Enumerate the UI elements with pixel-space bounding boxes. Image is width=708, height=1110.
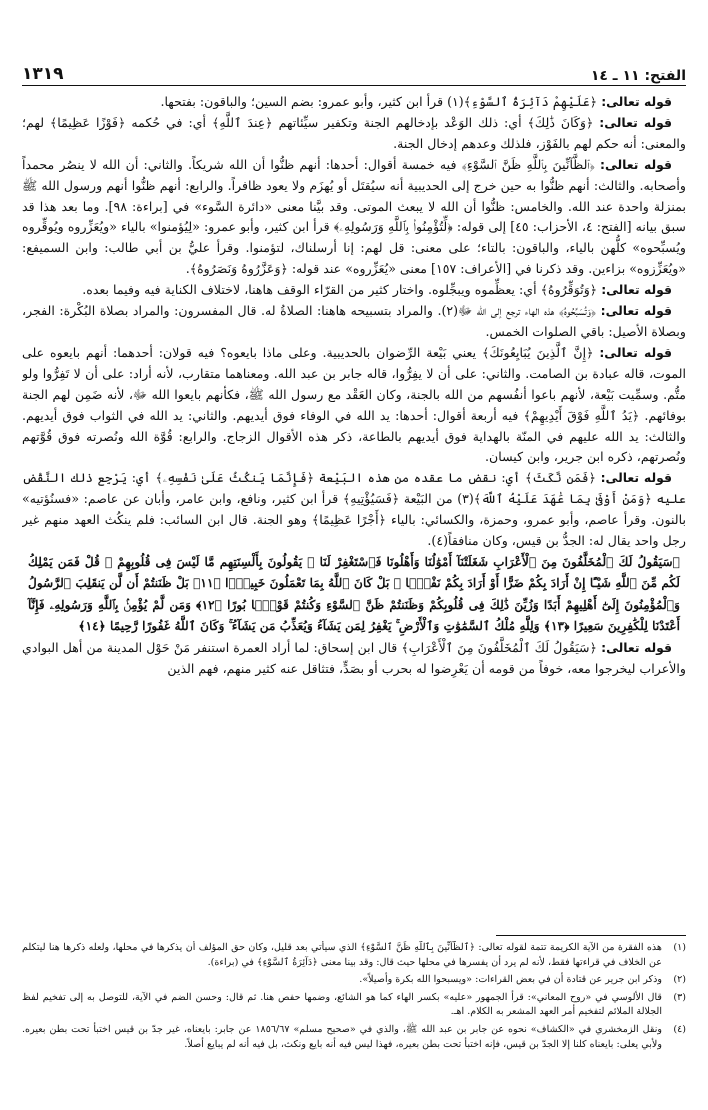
page-number: ١٣١٩ [22, 64, 64, 84]
paragraph-text: ﴿إِنَّ ٱلَّذِينَ يُبَايِعُونَكَ﴾ يعني بَيْعة الرِّضوان بالحديبية. وعلى ماذا بايعوه؟ فيه قولان: أحدهما: أنهم بايعوه على الموت، قاله عبادة بن الصامت. والثاني: على أن لا يفِرُّوا، قاله جابر بن عبد الله. ومعناهما متقارب، لأنه أراد: على أن لا تَفِرُّوا ولو متُّم. وسمِّيت بَيْعة، لأنهم باعوا أنفُسهم من الله بالجنة، وكان العَقْد مع رسول الله ﷺ، فكأنهم بايعوا الله ﷻ، لأنه ضَمِن لهم الجنة بوفائهم. ﴿يَدُ ٱللَّهِ فَوْقَ أَيْدِيهِمْ﴾ فيه أربعة أقوال: أحدها: يد الله في الوفاء فوق أيديهم. والثاني: يد الله في الثواب فوق أيديهم. والثالث: يد الله عليهم في المنّة بالهداية فوق أيديهم بالطاعة، ذكر هذه الأقوال الزجاج. والرابع: قُوَّة الله ونُصرته فوق قُوَّتهم ونُصرتهم، ذكره ابن جرير، وابن كيسان. [22, 344, 686, 465]
paragraph-lead: قوله تعالى: [600, 156, 672, 172]
footnote-marker: (٢) [673, 974, 686, 986]
footnote-text: قال الألوسي في «روح المعاني»: قرأ الجمهور «عليه» بكسر الهاء كما هو الشائع، وضمها حفص هنا. ثم قال: وحسن الضم في الآية، للتوصل به إلى تفخيم لفظ الجلالة الملائم لتفخيم أمر العهد المشعر به الكلام. اهـ. [22, 991, 662, 1018]
paragraph-text: ﴿وَكَانَ ذَٰلِكَ﴾ أي: ذلك الوَعْد بإدخالهم الجنة وتكفير سيِّئاتهم ﴿عِندَ ٱللَّهِ﴾ أي: في حُكمه ﴿فَوْزًا عَظِيمًا﴾ لهم؛ والمعنى: أنه حكم لهم بالفَوْز، فلذلك وعدهم إدخال الجنة. [22, 114, 686, 151]
footnote [22, 991, 686, 1020]
paragraph [22, 155, 686, 280]
footnotes [22, 941, 686, 1108]
paragraph-lead: قوله تعالى: [599, 114, 672, 130]
paragraph [22, 113, 686, 155]
footnote-separator [496, 935, 686, 936]
running-title: الفتح: ١١ ـ ١٤ [590, 68, 686, 84]
paragraph-lead: قوله تعالى: [599, 344, 672, 360]
paragraph-text: ﴿وَتُوَقِّرُوهُ﴾ أي: يعظِّموه ويبجِّلوه. واختار كثير من القرّاء الوقف هاهنا، لاختلاف الكناية فيه وفيما بعده. [82, 282, 598, 298]
paragraph-text: ﴿سَيَقُولُ لَكَ ٱلْمُخَلَّفُونَ مِنَ ٱلْأَعْرَابِ﴾ قال ابن إسحاق: لما أراد العمرة استنفر مَنْ حَوْل المدينة من أهل البوادي والأعراب ليخرجوا معه، خوفاً من قومه أن يَعْرِضوا له بحرب أو بصَدٍّ، فتثاقل عنه كثير منهم، فهم الذين [22, 639, 686, 676]
footnote [22, 1023, 686, 1052]
paragraph-text: ﴿وَتُسَبِّحُوهُ﴾ هذه الهاء ترجع إلى الله ﷻ(٢). والمراد بتسبيحه هاهنا: الصلاةُ له. قال المفسرون: والمراد بصلاة البُكْرة: الفجر، وبصلاة الأصيل: باقي الصلوات الخمس. [22, 303, 686, 339]
paragraph-lead: قوله تعالى: [601, 639, 673, 655]
paragraph-text: ﴿فَمَن نَّكَثَ﴾ أي: نقض ما عقده من هذه البَيْعة ﴿فَإِنَّمَا يَنكُثُ عَلَىٰ نَفْسِهِۦ﴾ أي: يَرْجِع ذلك النَّقْض عليه ﴿وَمَنْ أَوْفَىٰ بِمَا عَٰهَدَ عَلَيْهُ ٱللَّهَ﴾(٣) من البَيْعة ﴿فَسَيُؤْتِيهِ﴾ قرأ ابن كثير، ونافع، وابن عامر، وأبان عن عاصم: «فسنُؤتيه» بالنون. وقرأ عاصم، وأبو عمرو، وحمزة، والكسائي: بالياء ﴿أَجْرًا عَظِيمًا﴾ وهو الجنة. قال ابن السائب: فلم ينكُث العهد منهم غير رجل واحد يقال له: الجدُّ بن قيس، وكان منافقاً(٤). [22, 470, 686, 549]
paragraph [22, 280, 686, 301]
footnote [22, 973, 686, 988]
paragraph-lead: قوله تعالى: [600, 470, 672, 486]
footnote-text: ونقل الزمخشري في «الكشاف» نحوه عن جابر بن عبد الله ﷺ، والذي في «صحيح مسلم» ١٨٥٦/٦٧ عن جابر: بايعناه، غير جدّ بن قيس اختبأ تحت بطن بعيره. ولأبي يعلى: بايعناه كلنا إلا الجدّ بن قيس، فإنه اختبأ تحت بطن بعيره، فهذا ليس فيه أنه بايع ونكث، بل فيه أنه لم يبايع أصلاً. [22, 1023, 663, 1050]
book-page [22, 0, 686, 1110]
paragraph-lead: قوله تعالى: [601, 282, 672, 298]
paragraph-lead: قوله تعالى: [600, 303, 672, 319]
page-header [22, 58, 686, 84]
footnote-text: هذه الفقرة من الآية الكريمة تتمة لقوله تعالى: ﴿ٱلظَّآنِّينَ بِٱللَّهِ ظَنَّ ٱلسَّوْءِ﴾ الذي سيأتي بعد قليل، وكان حق المؤلف أن يذكرها في محلها، ولعله ذكرها هنا ليتكلم عن الخلاف في قراءتها فقط، لأنه لم يرد أن يفسرها في محلها حيث قال: وقد بينا معنى ﴿دَآئِرَةُ ٱلسَّوْءِ﴾ في (براءة). [22, 942, 662, 968]
main-text [22, 92, 686, 930]
paragraph [22, 92, 686, 113]
footnote [22, 941, 686, 970]
footnote-text: وذكر ابن جرير عن قتادة أن في بعض القراءات: «ويسبحوا الله بكرة وأصيلاً». [359, 974, 662, 986]
paragraph [22, 343, 686, 468]
paragraph [22, 638, 686, 680]
footnote-marker: (١) [673, 942, 686, 953]
header-rule [22, 85, 686, 86]
paragraph-text: ﴿ٱلظَّآنِّينَ بِٱللَّهِ ظَنَّ ٱلسَّوْءِ﴾ فيه خمسة أقوال: أحدها: أنهم ظنُّوا أن الله شريكاً. والثاني: أن الله لا ينصُر محمداً وأصحابه. والثالث: أنهم ظنُّوا به حين خرج إلى الحديبية أنه سيُقتَل أو يُهزَم ولا يعود ظافراً. والرابع: أنهم ظنُّوا أنهم ورسول الله ﷺ بمنزلة واحدة عند الله. والخامس: ظنُّوا أن الله لا يبعث الموتى. وقد بيَّنا معنى «دائرة السَّوء» في [براءة: ٩٨]. وما بعد هذا قد سبق بيانه [الفتح: ٤، الأحزاب: ٤٥] إلى قوله: ﴿لِّتُؤْمِنُوا۟ بِٱللَّهِ وَرَسُولِهِۦ﴾ قرأ ابن كثير، وأبو عمرو: «لِيُؤمنوا» بالياء «ويُعَزِّروه ويُوقِّروه ويُسبِّحوه» كلُّهن بالياء، والباقون: بالتاء؛ على معنى: قل لهم: إنا أرسلناك، لتؤمنوا. وقرأ عليُّ بن أبي طالب: وابن السميفع: «ويُعَزِّزوه» بزاءين. وقد ذكرنا في [الأعراف: ١٥٧] معنى «يُعَزِّروه» عند قوله: ﴿وَعَزَّرُوهُ وَنَصَرُوهُ﴾. [22, 156, 686, 277]
footnote-marker: (٤) [673, 1023, 686, 1035]
footnote-marker: (٣) [673, 991, 686, 1003]
paragraph [22, 301, 686, 343]
paragraph-lead: قوله تعالى: [601, 94, 672, 109]
paragraph-text: ﴿عَلَيْهِمْ دَآئِرَةُ ٱلسَّوْءِ﴾(١) قرأ ابن كثير، وأبو عمرو: بضم السين؛ والباقون: بفتحها. [160, 94, 598, 109]
paragraph [22, 468, 686, 552]
quran-verse-block: ﴿سَيَقُولُ لَكَ ٱلْمُخَلَّفُونَ مِنَ ٱلْأَعْرَابِ شَغَلَتْنَآ أَمْوَٰلُنَا وَأَهْلُونَا فَٱسْتَغْفِرْ لَنَا ۚ يَقُولُونَ بِأَلْسِنَتِهِم مَّا لَيْسَ فِى قُلُوبِهِمْ ۚ قُلْ فَمَن يَمْلِكُ لَكُم مِّنَ ٱللَّهِ شَيْـًٔا إِنْ أَرَادَ بِكُمْ ضَرًّا أَوْ أَرَادَ بِكُمْ نَفْعًۢا ۚ بَلْ كَانَ ٱللَّهُ بِمَا تَعْمَلُونَ خَبِيرًۢا ﴿١١﴾ بَلْ ظَنَنتُمْ أَن لَّن يَنقَلِبَ ٱلرَّسُولُ وَٱلْمُؤْمِنُونَ إِلَىٰٓ أَهْلِيهِمْ أَبَدًا وَزُيِّنَ ذَٰلِكَ فِى قُلُوبِكُمْ وَظَنَنتُمْ ظَنَّ ٱلسَّوْءِ وَكُنتُمْ قَوْمًۢا بُورًا ﴿١٢﴾ وَمَن لَّمْ يُؤْمِنۢ بِٱللَّهِ وَرَسُولِهِۦ فَإِنَّآ أَعْتَدْنَا لِلْكَٰفِرِينَ سَعِيرًا ﴿١٣﴾ وَلِلَّهِ مُلْكُ ٱلسَّمَٰوَٰتِ وَٱلْأَرْضِ ۚ يَغْفِرُ لِمَن يَشَآءُ وَيُعَذِّبُ مَن يَشَآءُ ۚ وَكَانَ ٱللَّهُ غَفُورًا رَّحِيمًا ﴿١٤﴾ [28, 554, 680, 634]
